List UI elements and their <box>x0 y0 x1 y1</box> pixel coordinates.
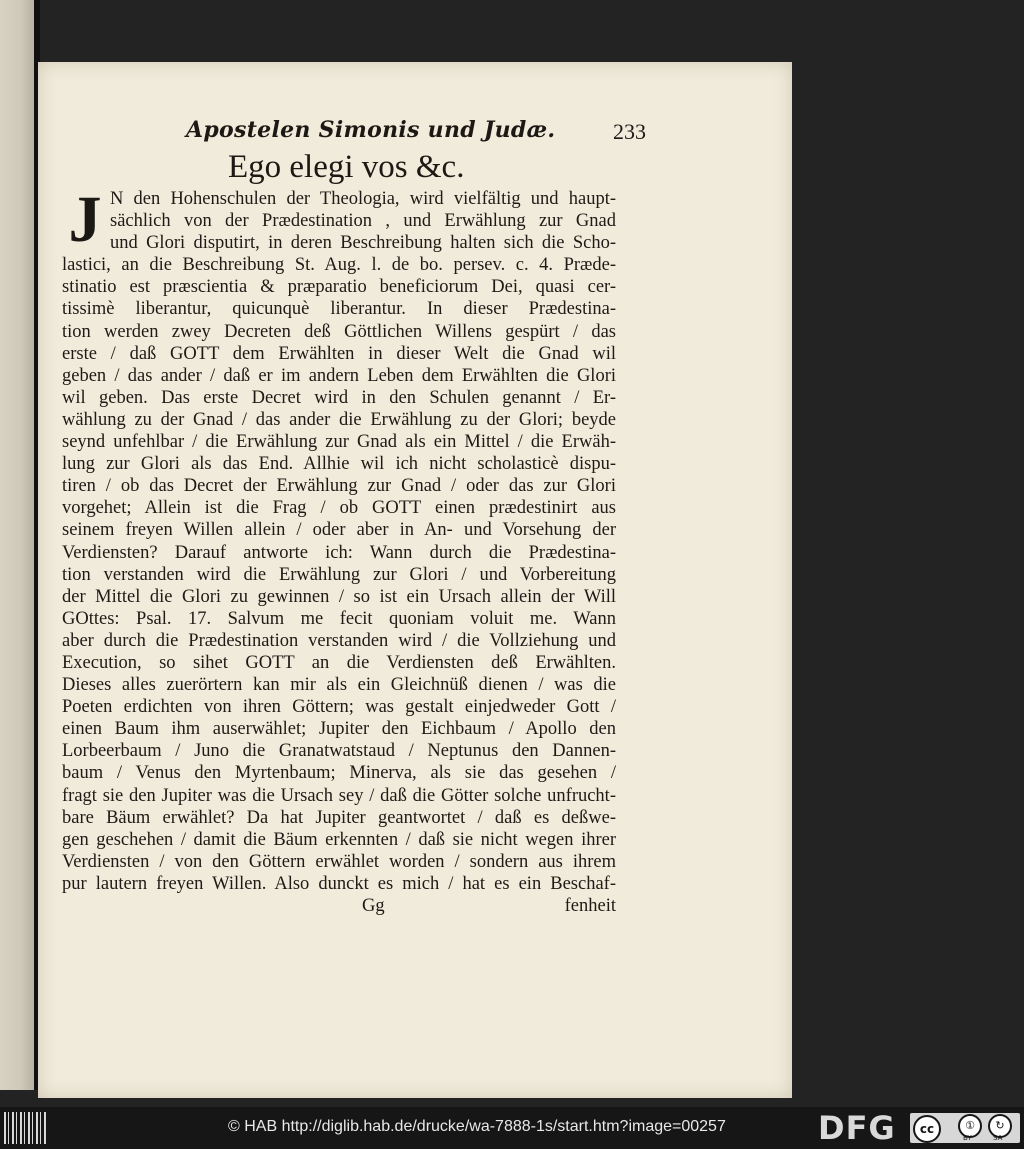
text-line: tissimè liberantur, quicunquè liberantur. In dieser Prædestina- <box>62 299 616 320</box>
text-line: lung zur Glori als das End. Allhie wil ich nicht scholasticè dispu- <box>62 454 616 475</box>
text-line: seinem freyen Willen allein / oder aber in An- und Vorsehung der <box>62 520 616 541</box>
dfg-logo: DFG <box>818 1109 896 1147</box>
text-line: stinatio est præscientia & præparatio beneficiorum Dei, quasi cer- <box>62 277 616 298</box>
text-line: aber durch die Prædestination verstanden wird / die Vollziehung und <box>62 630 616 651</box>
text-line: sächlich von der Prædestination , und Erwählung zur Gnad <box>110 211 616 232</box>
page-header <box>186 117 646 149</box>
text-line: Execution, so sihet GOTT an die Verdiensten deß Erwählten. <box>62 652 616 673</box>
running-head: Apostelen Simonis und Judæ. <box>186 117 556 143</box>
text-line: geben / das ander / daß er im andern Leben dem Erwählten die Glori <box>62 365 616 386</box>
text-line: tiren / ob das Decret der Erwählung zur Gnad / oder das zur Glori <box>62 476 616 497</box>
text-line: fragt sie den Jupiter was die Ursach sey / daß die Götter solche unfrucht- <box>62 785 616 806</box>
drop-cap-initial: J <box>68 183 102 256</box>
facing-page-edge <box>0 0 34 1090</box>
text-line: Lorbeerbaum / Juno die Granatwatstaud / Neptunus den Dannen- <box>62 741 616 762</box>
text-line: GOttes: Psal. 17. Salvum me fecit quoniam voluit me. Wann <box>62 608 616 629</box>
text-line: baum / Venus den Myrtenbaum; Minerva, als sie das gesehen / <box>62 763 616 784</box>
by-label: BY <box>963 1134 972 1142</box>
citation-link[interactable]: © HAB http://diglib.hab.de/drucke/wa-7888-1s/start.htm?image=00257 <box>228 1118 726 1135</box>
text-line: und Glori disputirt, in deren Beschreibung halten sich die Scho- <box>110 233 616 254</box>
text-line: vorgehet; Allein ist die Frag / ob GOTT einen prædestinirt aus <box>62 498 616 519</box>
text-line: einen Baum ihm auserwählet; Jupiter den Eichbaum / Apollo den <box>62 719 616 740</box>
cc-license-badge[interactable] <box>910 1113 1020 1143</box>
text-line: erste / daß GOTT dem Erwählten in dieser Welt die Gnad wil <box>62 343 616 364</box>
text-line: wählung zu der Gnad / das ander die Erwählung zu der Glori; beyde <box>62 409 616 430</box>
signature-mark: Gg <box>362 896 385 916</box>
text-line: der Mittel die Glori zu gewinnen / so ist ein Ursach allein der Will <box>62 586 616 607</box>
sa-label: SA <box>993 1134 1003 1142</box>
text-line: gen geschehen / damit die Bäum erkennten / daß sie nicht wegen ihrer <box>62 829 616 850</box>
text-line: pur lautern freyen Willen. Also dunckt es mich / hat es ein Beschaf- <box>62 873 616 894</box>
attribution-icon: ① <box>958 1114 982 1138</box>
body-text <box>62 183 616 920</box>
text-line: bare Bäum erwählet? Da hat Jupiter geantwortet / daß es deßwe- <box>62 807 616 828</box>
cc-icon: cc <box>913 1115 941 1143</box>
text-line: wil geben. Das erste Decret wird in den Schulen genannt / Er- <box>62 387 616 408</box>
catch-row <box>62 896 616 920</box>
text-line: Dieses alles zuerörtern kan mir als ein Gleichnüß dienen / was die <box>62 675 616 696</box>
text-line: seynd unfehlbar / die Erwählung zur Gnad als ein Mittel / die Erwäh- <box>62 432 616 453</box>
text-line: Verdiensten / von den Göttern erwählet worden / sondern aus ihrem <box>62 851 616 872</box>
text-line: tion werden zwey Decreten deß Göttlichen Willens gespürt / das <box>62 321 616 342</box>
text-line: lastici, an die Beschreibung St. Aug. l. de bo. persev. c. 4. Præde- <box>62 255 616 276</box>
viewer-footer <box>0 1107 1024 1149</box>
text-line: tion verstanden wird die Erwählung zur Glori / und Vorbereitung <box>62 564 616 585</box>
book-page <box>38 62 792 1098</box>
text-line: Verdiensten? Darauf antworte ich: Wann durch die Prædestina- <box>62 542 616 563</box>
text-line: Poeten erdichten von ihren Göttern; was gestalt einjedweder Gott / <box>62 697 616 718</box>
text-line: N den Hohenschulen der Theologia, wird vielfältig und haupt- <box>110 189 616 209</box>
page-number: 233 <box>613 119 646 144</box>
catchword: fenheit <box>564 896 616 916</box>
barcode-icon <box>4 1112 46 1144</box>
section-title: Ego elegi vos &c. <box>228 149 465 185</box>
share-alike-icon: ↻ <box>988 1114 1012 1138</box>
